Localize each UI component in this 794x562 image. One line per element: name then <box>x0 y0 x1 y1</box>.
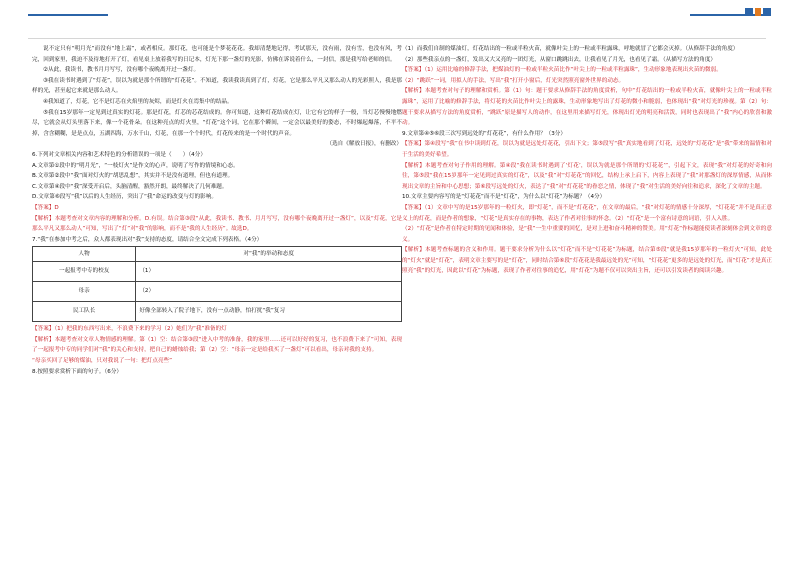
table-row <box>33 282 402 302</box>
answer-8: 【答案】（1）运用比喻的修辞手法，把煤油灯的一粒或半粒火苗比作“叶尖上的一粒或半粒露珠”，生动形象地表现出火苗的微弱。 <box>402 67 722 74</box>
table-cell: 母亲 <box>33 282 136 302</box>
table-row <box>33 302 402 322</box>
option-c: C.文章第④段中“我”深受开启后，头脑清醒，豁然开朗，最终解决了几何难题。 <box>32 183 228 190</box>
question-9: 9.文章第④⑤⑥段三次写到远处的“灯花花”，有什么作用？（3分） <box>402 130 566 137</box>
analysis-8: 【解析】本题考查对句子的理解和赏析。第（1）句：题干要求从修辞手法的角度赏析，句中“灯花结出的一粒或半粒火苗，就像叶尖上的一粒或半粒露珠”，运用了比喻的修辞手法，将灯花的火苗比作叶尖上的露珠，生动形象地写出了灯花的微小和脆弱，也体现出“我”对灯光的珍视。第（2）句：题干要求从描写方法的角度赏析，“跳跃”原是描写人的动作，在这里用来描写灯光，体现出灯光的明亮和活泼，同时也表现出了“我”内心的欣喜和激动。 <box>402 88 772 127</box>
answer-8-part-2: （2）“跳跃”一词，用拟人的手法，写出“我”打开小窗后，灯光突然照亮窗外世界的动态。 <box>402 77 625 84</box>
left-column <box>32 44 402 377</box>
passage-paragraph: ⑤我在15岁那年一定见到过真实的灯花。那是灯花，灯芯的芯花结成的。你可知道，这种灯花结成在灯，让它有它的样子一般，当灯芯慢慢地燃尽，它就会从灯头里落下来，像一个花骨朵。在这种亮点的灯火里，“灯花”这个词，它在那个瞬间，一定会以最美好的姿态，不时爆起爆落，不平不掉，含含糊糊，是是点点，五湖四海，万水千山，灯花，在那一个个时代，灯花传来的是一个时代的声音。 <box>32 109 402 137</box>
analysis-9: 【解析】本题考查对句子作用的理解。第④段“我在读书时遇到了‘灯花’，误以为就是那个所谓的‘灯花花’”，引起下文，表现“我”对灯花的好奇和向往，第⑤段“我在15岁那年一定见到过真实的灯花”，以及“我”对“灯花花”的回忆，结构上承上启下，内容上表现了“我”对那盏灯的深厚情感，从而体现出文章的主旨和中心思想；第⑥段写远处的灯火，表达了“我”对“灯花花”的眷恋之情，体现了“我”对生活的美好向往和追求，深化了文章的主题。 <box>402 162 772 190</box>
passage-paragraph: ④我知道了，灯花，它不是灯芯在火焰里的灰烬，而是灯火在焉集中的结晶。 <box>43 98 233 105</box>
option-a: A.文章第①段中的“明月光”，“一枝灯火”是作文的心声，说明了写作的情境和心态。 <box>32 162 239 169</box>
source-citation: （选自《解放日报》，有删改） <box>326 141 402 148</box>
analysis-7: 【解析】本题考查对文章人物情感的理解。第（1）空：结合第③段“进入中考的准备，我的家里……还可以好好的复习，也不浪费下来了”可知，表现了一起报考中专的同学们对“我”的关心和支持，把自己的蜡烛给我；第（2）空：“母亲一定是给我买了一盏灯”可以看出，母亲对我的支持。 <box>32 336 402 354</box>
question-10: 10.文章主要内容写的是“灯花花”而不是“灯花”，为什么以“灯花”为标题？（4分） <box>402 194 606 201</box>
passage-paragraph: ③我在读书时遇到了“灯花”，误以为就是那个所谓的“灯花花”。不知道，我读我读真到了灯，灯花，它是那么平凡又那么动人的光彩照人，我是那样的光，甚至起它来就是那么动人。 <box>32 77 402 95</box>
table-header: 人物 <box>33 247 136 262</box>
answer-7: 【答案】（1）把我的东西写出来，不浪费下来的学习（2）她们为“我”准备的灯 <box>32 326 227 333</box>
analysis-10: 【解析】本题考查标题的含义和作用。题干要求分析为什么以“灯花”而不是“灯花花”为标题，结合第⑤段“就是我15岁那年的一粒灯火”可知，此处的“灯火”就是“灯花”，表明文章主要写的是“灯花”，同时结合第⑥段“灯花花是我最远处的光”可知，“灯花花”更多的是远处的灯光，而“灯花”才是真正照亮“我”的灯光，因此以“灯花”为标题，表现了作者对往事的追忆，用“灯花”为题不仅可以突出主旨，还可以引发读者的阅读兴趣。 <box>402 247 772 275</box>
question-8-sentence-2: （2）那些我亲点的一盏灯，发出又大又亮的一团灯光，从窗口跳跳出去，让我看见了月光，也看见了霜。（从描写方法的角度） <box>402 56 717 63</box>
publisher-logo-icon <box>744 6 772 18</box>
table-cell: （1） <box>136 262 402 282</box>
table-cell: （2） <box>136 282 402 302</box>
right-column <box>402 44 772 277</box>
analysis-7-quote: “母亲买回了足够的煤油，只对我说了一句：把灯点亮些” <box>32 358 173 365</box>
analysis-6: 【解析】本题考查对文章内容的理解和分析。D.有误。结合第③段“从此，我读书、教书、月月写写，没有哪个夜晚离开过一盏灯”，以及“灯花，它是那么平凡又那么动人”可知，写出了“灯”对“我”的影响，而不是“我的人生经历”。故选D。 <box>32 215 402 233</box>
header-divider <box>28 38 766 39</box>
question-6: 6.下列对文章相关内容和艺术特色的分析错误的一项是（ ）（4分） <box>32 151 206 158</box>
passage-paragraph: 说不定只有“明月光”而没有“地上霜”，或者相反。那灯花，也可能是个梦花花花。我却清楚地记得，考试那天，没有雨，没有雪，也没有风，考完，回到家里，我迫不及待地打开了灯，看见桌上放着我写的日记本，灯光下那一盏灯的光影，仿佛在诉说着什么，一封信，那是我写给老师的信。 <box>32 46 402 63</box>
answer-10: 【答案】（1）文章中写的是15岁那年的一粒灯火，即“灯花”，而不是“灯花花”，在文章的最后，“我”对灯花的情感十分深厚，“灯花花”并不是真正意义上的灯花，而是作者的想象，“灯花”是真实存在的事物，表达了作者对往事的怀念。（2）“灯花”是一个富有诗意的词语，引人入胜。 <box>402 204 772 222</box>
answer-9: 【答案】第④段写“我”在书中读到灯花，误以为就是远处灯花花，引出下文；第⑤段写“我”真实地看到了灯花，远处的“灯花花”是“我”带来的温情和对于生活的美好希望。 <box>402 141 772 158</box>
passage-paragraph: ②从此，我读书，教书月月写写，没有哪个夜晚离开过一盏灯。 <box>43 67 200 74</box>
answer-6: 【答案】D <box>32 204 59 211</box>
attitude-table <box>32 246 402 322</box>
table-header: 对“我”的举动和态度 <box>136 247 402 262</box>
answer-10-part-2: （2）“灯花”是作者在特定时期的见闻和体验，是“我”一生中重要的回忆，是对上进和奋斗精神的赞美。用“灯花”作标题能使读者深刻体会到文章的意义。 <box>402 226 772 243</box>
question-8: 8.按照要求赏析下面的句子。（6分） <box>32 368 123 375</box>
question-8-sentence-1: （1）而我们自制的煤油灯，灯花结出的一粒或半粒火苗，就像叶尖上的一粒或半粒露珠，呼地就冒了它都会灭掉。（从修辞手法的角度） <box>402 46 739 52</box>
option-d: D.文章第⑥段写“我”以后的人生经历，突出了“我”命运的改变与灯的影响。 <box>32 194 217 201</box>
table-cell: 好像全部转入了院子地下，没有一点动静，怕打扰“我”复习 <box>136 302 402 322</box>
table-row <box>33 262 402 282</box>
option-b: B.文章第②段中“我”面对灯火的“胡思乱想”，其实并不是没有道理，但也有道理。 <box>32 173 234 180</box>
header-rule-left <box>28 14 108 16</box>
question-7: 7.“我”在参加中考之后，众人都表现出对“我”支持的态度，请结合全文完成下列表格。（4分） <box>32 236 263 243</box>
table-cell: 一起报考中专的校友 <box>33 262 136 282</box>
table-cell: 民工队长 <box>33 302 136 322</box>
